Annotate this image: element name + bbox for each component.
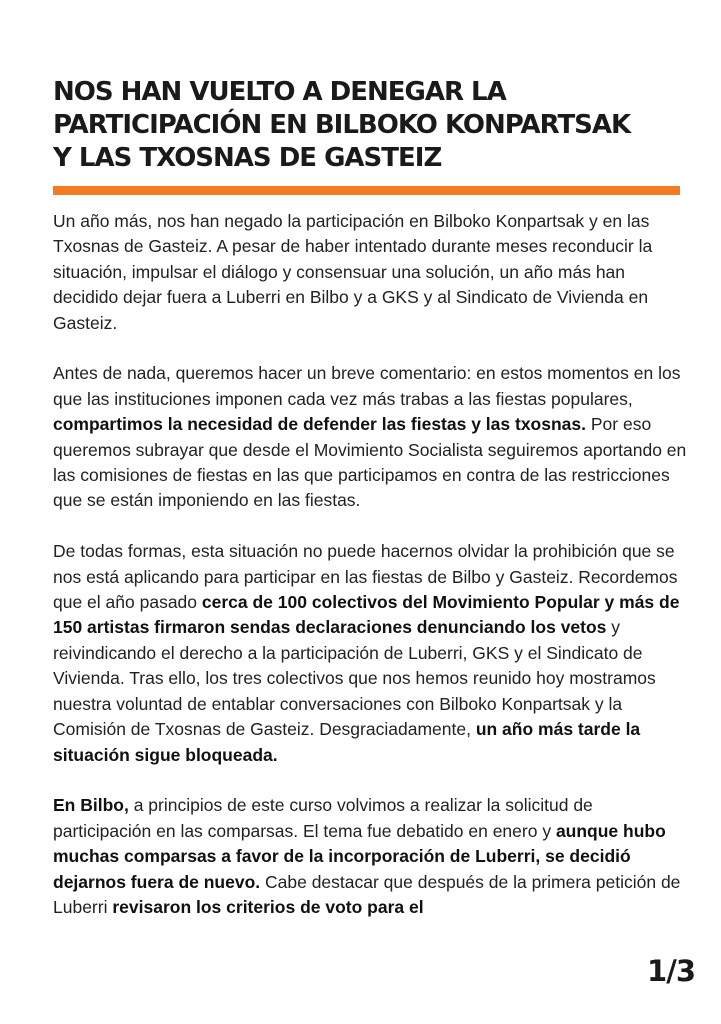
bold-run: un año más tarde la situación sigue bloqueada. [53,719,641,765]
paragraph [53,361,693,513]
text-run: Por eso queremos subrayar que desde el Movimiento Socialista seguiremos aportando en las comisiones de fiestas en las que participamos en contra de las restricciones que se están imponiendo en las fiestas. [53,414,687,511]
text-run: Un año más, nos han negado la participación en Bilboko Konpartsak y en las Txosnas de Gasteiz. A pesar de haber intentado durante meses reconducir la situación, impulsar el diálogo y consensuar una solución, un año más han decidido dejar fuera a Luberri en Bilbo y a GKS y al Sindicato de Vivienda en Gasteiz. [53,211,653,333]
bold-run: compartimos la necesidad de defender las fiestas y las txosnas. [53,414,586,435]
text-run: y reivindicando el derecho a la participación de Luberri, GKS y el Sindicato de Vivienda. Tras ello, los tres colectivos que nos hemos reunido hoy mostramos nuestra voluntad de entablar conversaciones con Bilboko Konpartsak y la Comisión de Txosnas de Gasteiz. Desgraciadamente, [53,617,656,740]
text-run: Cabe destacar que después de la primera petición de Luberri [53,871,681,917]
paragraph [53,209,693,336]
paragraph [53,539,693,768]
title-line: NOS HAN VUELTO A DENEGAR LA [53,77,506,107]
text-run: a principios de este curso volvimos a realizar la solicitud de participación en las comparsas. El tema fue debatido en enero y [53,795,593,841]
accent-rule [53,186,680,195]
title-line: Y LAS TXOSNAS DE GASTEIZ [53,143,442,173]
title-line: PARTICIPACIÓN EN BILBOKO KONPARTSAK [53,110,631,140]
text-run: Antes de nada, queremos hacer un breve comentario: en estos momentos en los que las instituciones imponen cada vez más trabas a las fiestas populares, [53,363,681,409]
bold-run: revisaron los criterios de voto para el [112,896,424,917]
paragraph [53,793,693,920]
document-body [53,209,693,946]
bold-run: aunque hubo muchas comparsas a favor de la incorporación de Luberri, se decidió dejarnos fuera de nuevo. [53,820,666,892]
bold-run: En Bilbo, [53,795,129,816]
bold-run: cerca de 100 colectivos del Movimiento Popular y más de 150 artistas firmaron sendas declaraciones denunciando los vetos [53,592,680,638]
page-number: 1/3 [647,954,695,988]
text-run: De todas formas, esta situación no puede hacernos olvidar la prohibición que se nos está aplicando para participar en las fiestas de Bilbo y Gasteiz. Recordemos que el año pasado [53,541,678,613]
document-title [53,76,693,175]
